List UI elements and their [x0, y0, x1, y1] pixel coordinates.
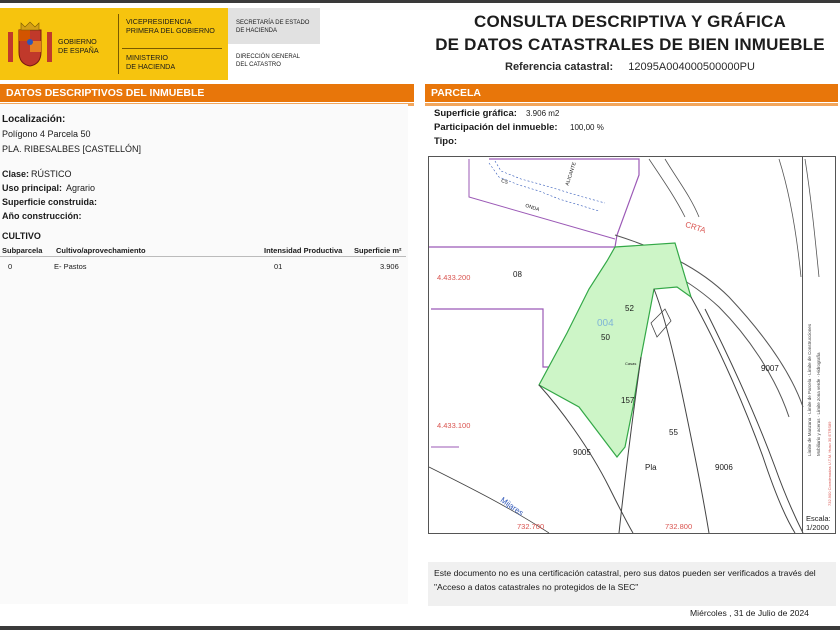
org-line: DEL CATASTRO	[236, 61, 281, 68]
org-line: VICEPRESIDENCIA	[126, 17, 192, 26]
cultivo-title: CULTIVO	[2, 231, 41, 241]
cadastral-reference	[505, 61, 755, 73]
parcel-line	[654, 289, 709, 533]
building-label: Casas	[625, 361, 637, 366]
legend-item: Límite de Parcela	[807, 378, 812, 414]
place-label: Pla	[645, 463, 657, 472]
crest-line: GOBIERNO	[58, 37, 97, 46]
parcel-label: 157	[621, 396, 635, 405]
parcel-line	[705, 309, 803, 533]
cadastral-map[interactable]	[428, 156, 836, 534]
localizacion-label: Localización:	[2, 114, 66, 125]
legend-item: Límite de Manzana	[807, 417, 812, 456]
org-secretaria	[236, 20, 309, 35]
participacion-label: Participación del inmueble:	[434, 122, 558, 133]
legend-item: Hidrografía	[816, 352, 821, 375]
crest-caption	[58, 38, 99, 55]
scale-value: 1/2000	[806, 523, 829, 532]
map-drawing	[429, 157, 835, 533]
parcel-label: 004	[597, 318, 614, 329]
clase-value: RÚSTICO	[31, 169, 72, 179]
coordinate-label: 4.433.100	[437, 421, 471, 430]
parcel-label: 9007	[761, 364, 779, 373]
table-cell: 0	[8, 262, 13, 271]
parcel-label: 52	[625, 304, 634, 313]
org-line: MINISTERIO	[126, 53, 168, 62]
section-title: DATOS DESCRIPTIVOS DEL INMUEBLE	[6, 87, 205, 99]
map-legend: Límite de Manzana · Límite de Parcela · Límite de Construcciones Mobiliario y aceras · Límite zona verde · Hidrografía 732.900 Coordenadas U.T.M. Huso 30 ETRS89	[802, 156, 837, 514]
coordinate-label: 732.800	[665, 522, 693, 531]
uso-value: Agrario	[66, 183, 96, 193]
document-date: Miércoles , 31 de Julio de 2024	[690, 608, 809, 618]
section-header-descriptive	[0, 84, 414, 102]
parcel-label: 55	[669, 428, 678, 437]
government-header	[0, 8, 410, 80]
clase-label: Clase:	[2, 169, 30, 179]
manzana-boundary	[469, 159, 615, 239]
disclaimer-notice	[428, 562, 836, 606]
column-header: Intensidad Productiva	[264, 246, 343, 255]
road-label: ALICANTE	[564, 161, 578, 187]
org-line: DIRECCIÓN GENERAL	[236, 54, 301, 60]
parcel-highlight	[539, 243, 691, 457]
title-line: CONSULTA DESCRIPTIVA Y GRÁFICA	[473, 12, 787, 31]
buildings-outline	[495, 161, 605, 203]
coordinate-label: 4.433.200	[437, 273, 471, 282]
coordinate-label: 732.700	[517, 522, 545, 531]
org-line: SECRETARÍA DE ESTADO	[236, 20, 310, 26]
bottom-border	[0, 626, 840, 630]
org-line: DE HACIENDA	[236, 27, 278, 34]
parcel-label: 9006	[715, 463, 733, 472]
scale-label: Escala:	[806, 514, 831, 523]
descriptive-panel	[0, 104, 408, 604]
reference-label: Referencia catastral:	[505, 61, 614, 73]
org-line: DE HACIENDA	[126, 61, 176, 71]
parcel-label: 08	[513, 270, 522, 279]
divider	[122, 48, 222, 49]
section-title: PARCELA	[431, 87, 481, 99]
buildings-outline	[489, 163, 599, 214]
divider	[118, 14, 119, 74]
localizacion-line: PLA. RIBESALBES [CASTELLÓN]	[2, 144, 142, 154]
table-divider	[0, 256, 406, 257]
org-direccion	[236, 54, 300, 69]
top-border	[0, 0, 840, 3]
tipo-label: Tipo:	[434, 136, 458, 147]
map-scale	[802, 514, 836, 534]
reference-value[interactable]: 12095A004000500000PU	[628, 61, 755, 73]
crest-line: DE ESPAÑA	[58, 45, 99, 55]
column-header: Superficie m²	[354, 246, 402, 255]
title-line: DE DATOS CATASTRALES DE BIEN INMUEBLE	[435, 35, 825, 54]
road-label: ONDA	[524, 202, 541, 214]
coat-of-arms-icon	[6, 20, 54, 70]
parcel-label: 9005	[573, 448, 591, 457]
road-label: CRTA	[684, 219, 707, 236]
org-vicepresidencia	[126, 18, 215, 35]
document-title	[430, 10, 830, 56]
superficie-grafica-label: Superficie gráfica:	[434, 108, 517, 119]
manzana-boundary	[489, 159, 639, 247]
org-line: PRIMERA DEL GOBIERNO	[126, 25, 215, 35]
participacion-value: 100,00 %	[570, 123, 604, 132]
legend-item: Límite zona verde	[816, 378, 821, 415]
table-cell: 3.906	[380, 262, 399, 271]
table-cell: E- Pastos	[54, 262, 87, 271]
column-header: Subparcela	[2, 246, 43, 255]
localizacion-line: Polígono 4 Parcela 50	[2, 129, 91, 139]
section-header-parcela	[425, 84, 838, 102]
legend-item: Límite de Construcciones	[807, 323, 812, 375]
river-label: Mijares	[498, 495, 526, 518]
legend-item: Mobiliario y aceras	[816, 418, 821, 456]
ano-construccion-label: Año construcción:	[2, 211, 82, 221]
parcel-line	[649, 159, 699, 217]
org-ministerio	[126, 54, 175, 71]
road-label: CS	[500, 178, 509, 186]
column-header: Cultivo/aprovechamiento	[56, 246, 146, 255]
uso-label: Uso principal:	[2, 183, 63, 193]
parcel-line	[691, 297, 795, 533]
superficie-construida-label: Superficie construida:	[2, 197, 98, 207]
superficie-grafica-value: 3.906 m2	[526, 109, 560, 118]
disclaimer-text: Este documento no es una certificación catastral, pero sus datos pueden ser verificados a través del "Acceso a datos catastrales no protegidos de la SEC"	[434, 568, 816, 592]
table-cell: 01	[274, 262, 283, 271]
parcel-label: 50	[601, 333, 610, 342]
coordinates-note: 732.900 Coordenadas U.T.M. Huso 30 ETRS89	[827, 421, 832, 506]
